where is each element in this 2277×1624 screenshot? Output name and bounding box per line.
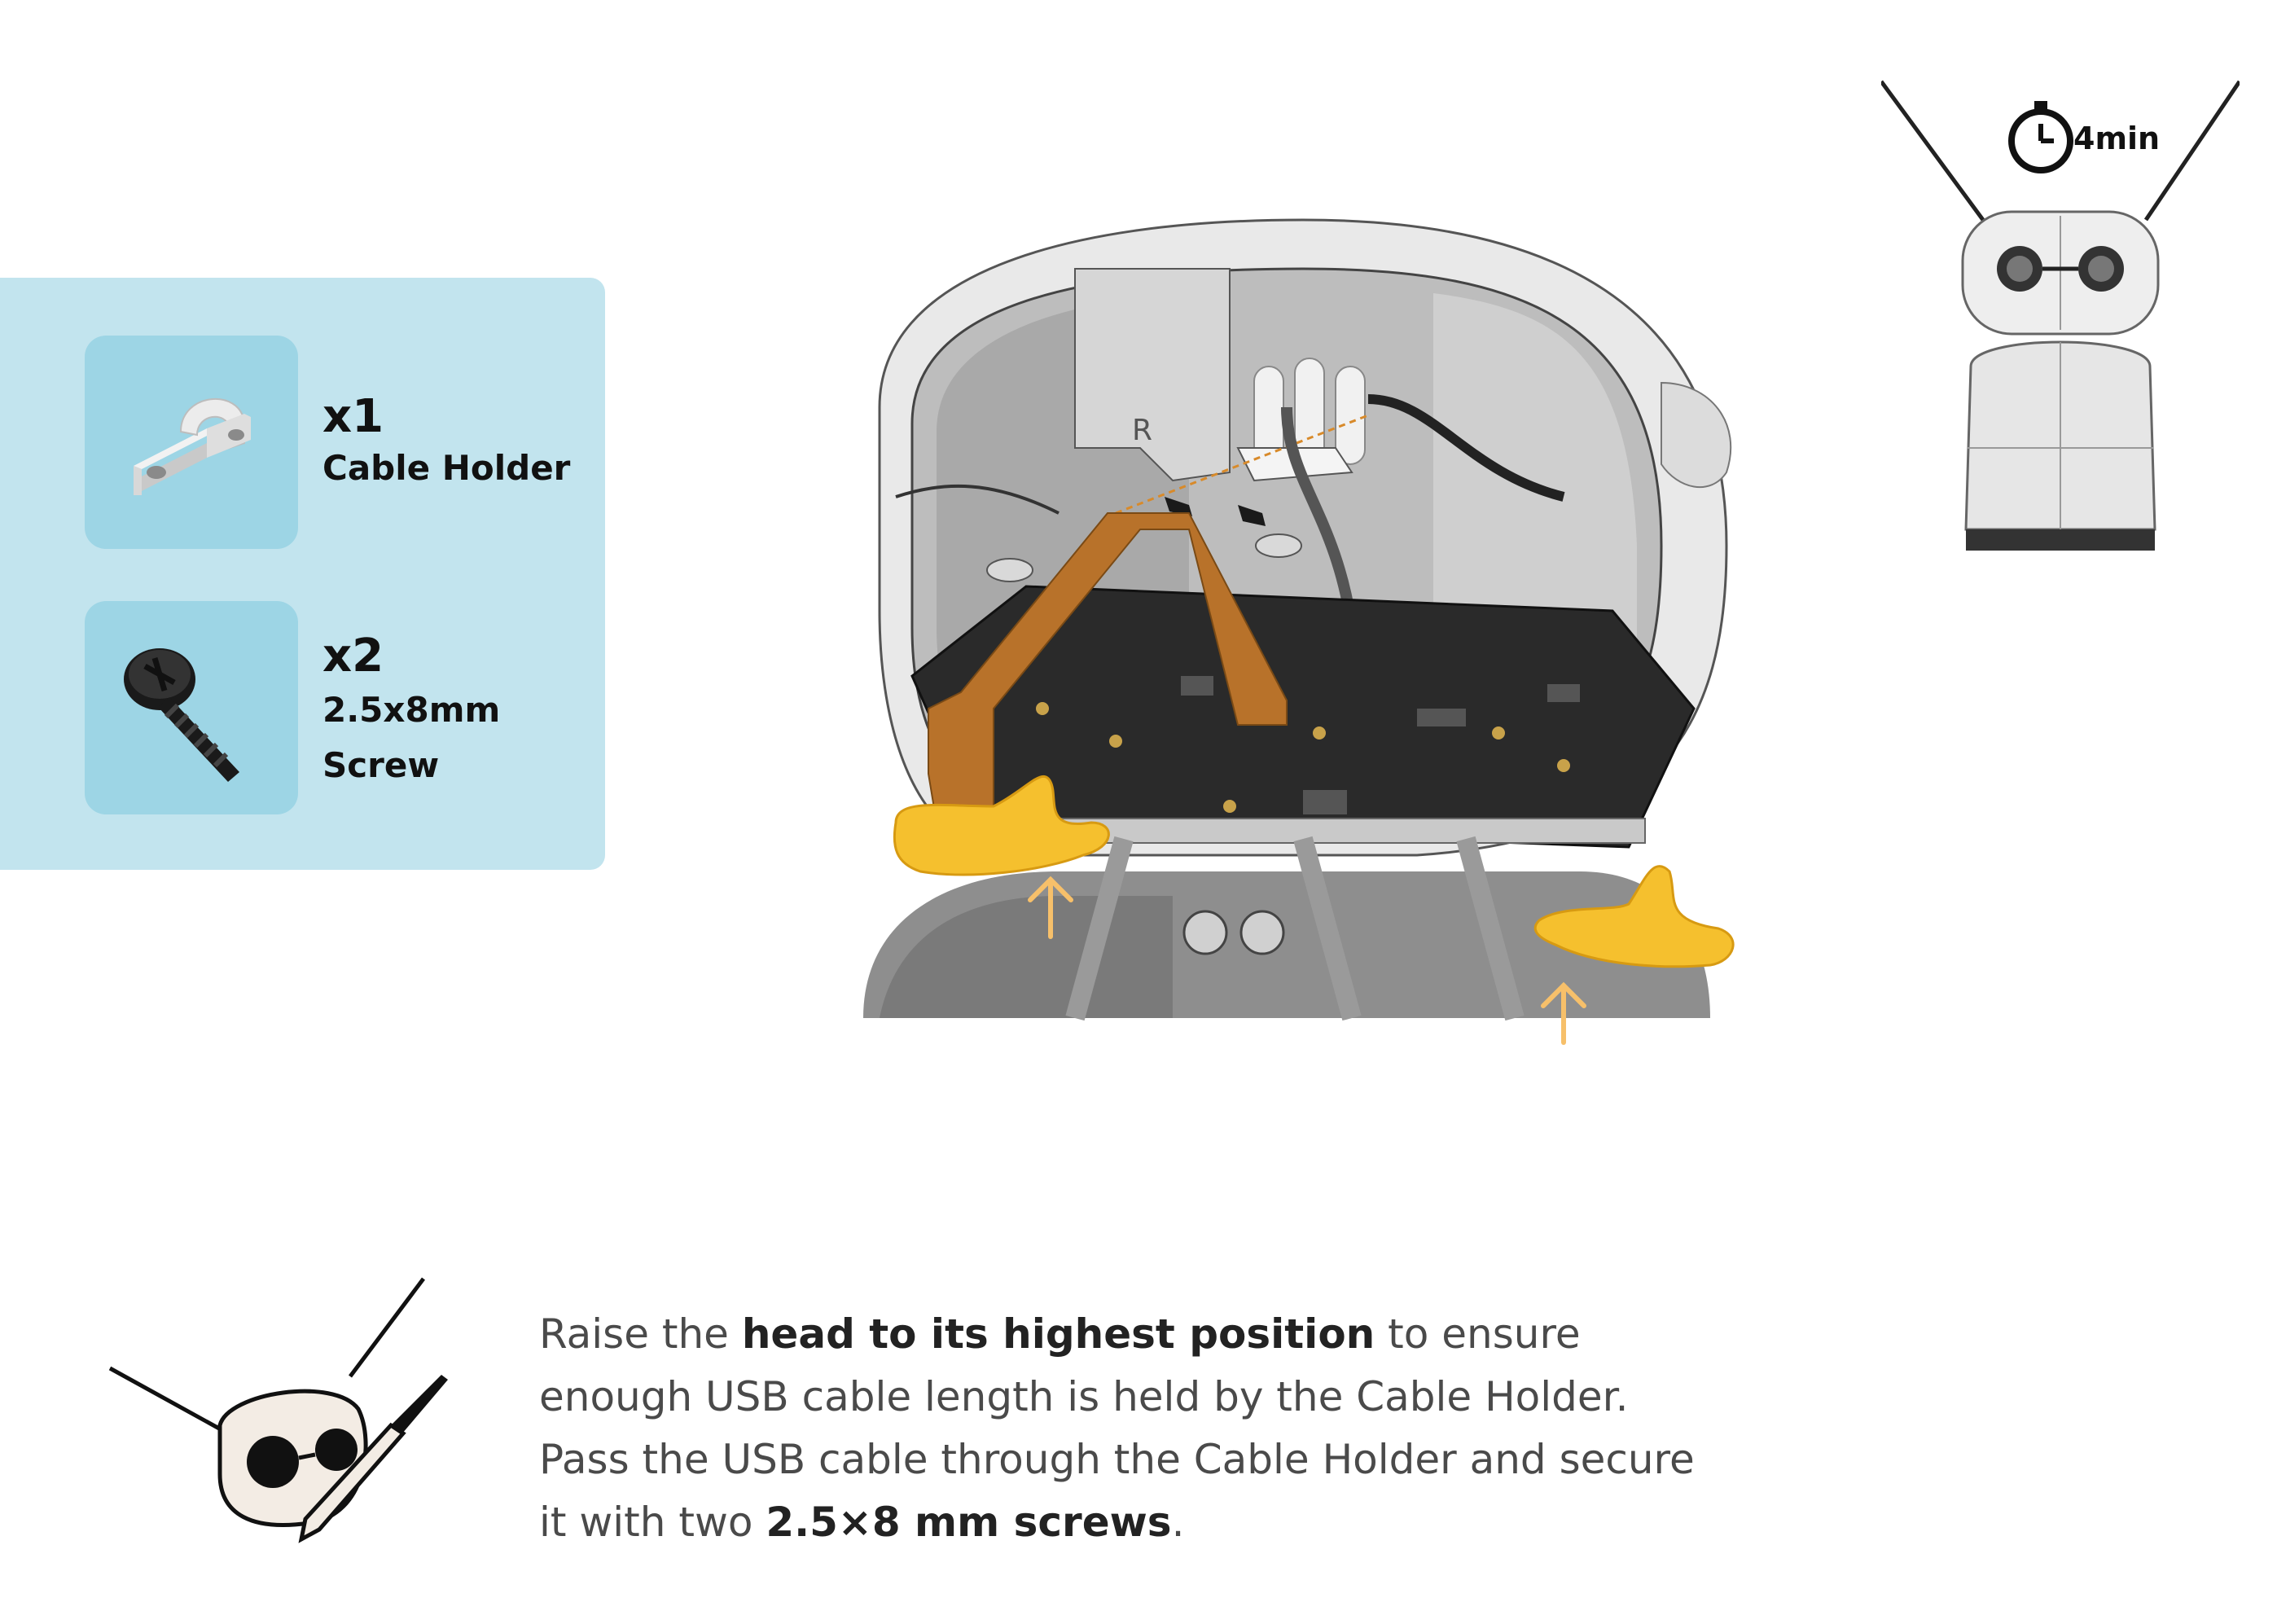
part-qty-screw: x2 <box>322 630 384 683</box>
screw-tile <box>85 601 298 814</box>
instruction-text-2: to ensure enough USB cable length is held by the Cable Holder. Pass the USB cable through the Cable Holder and secure it with two <box>539 1310 1695 1546</box>
instruction-text-1: Raise the <box>539 1310 742 1358</box>
part-qty-cable-holder: x1 <box>322 390 384 443</box>
screw-icon <box>85 601 298 814</box>
robot-head-illustration <box>847 204 1751 1059</box>
instruction-text-3: . <box>1171 1499 1185 1546</box>
cable-holder-tile <box>85 336 298 549</box>
cable-holder-icon <box>85 336 298 549</box>
mascot-robot-icon <box>106 1271 464 1547</box>
instruction-text <box>539 1303 1696 1554</box>
instruction-bold-1: head to its highest position <box>741 1310 1375 1358</box>
instruction-bold-2: 2.5×8 mm screws <box>766 1499 1172 1546</box>
timer-label: 4min <box>2073 121 2161 156</box>
svg-text:R: R <box>1132 414 1153 447</box>
part-name-screw: 2.5x8mm Screw <box>322 690 501 785</box>
stopwatch-icon <box>2000 96 2082 178</box>
parts-panel <box>0 278 605 870</box>
part-name-cable-holder: Cable Holder <box>322 448 571 488</box>
